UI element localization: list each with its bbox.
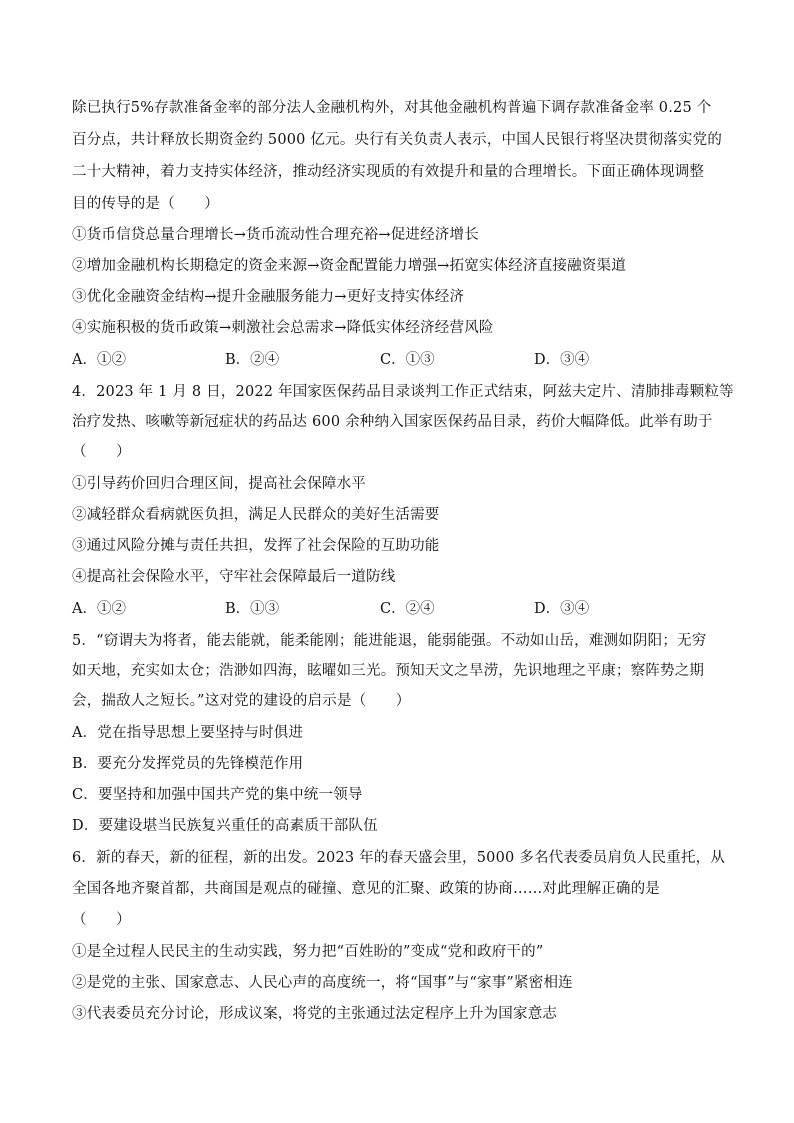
q3-item-4: ④实施积极的货币政策→刺激社会总需求→降低实体经济经营风险 (72, 320, 494, 336)
q5-choice-d: D．要建设堪当民族复兴重任的高素质干部队伍 (72, 818, 378, 834)
q4-item-4: ④提高社会保险水平，守牢社会保障最后一道防线 (72, 569, 396, 585)
q4-stem-line: （ ） (72, 444, 131, 460)
q4-stem-line: 治疗发热、咳嗽等新冠症状的药品达 600 余种纳入国家医保药品目录，药价大幅降低。此举有助于 (72, 414, 713, 430)
option-a: A．①② (72, 601, 126, 617)
q3-options (72, 350, 732, 370)
q3-item-2: ②增加金融机构长期稳定的资金来源→资金配置能力增强→拓宽实体经济直接融资渠道 (72, 258, 626, 274)
q6-item-2: ②是党的主张、国家意志、人民心声的高度统一，将“国事”与“家事”紧密相连 (72, 975, 573, 991)
q5-choice-b: B．要充分发挥党员的先锋模范作用 (72, 756, 304, 772)
q6-stem-line: 全国各地齐聚首都，共商国是观点的碰撞、意见的汇聚、政策的协商……对此理解正确的是 (72, 881, 660, 897)
q3-stem-line: 二十大精神，着力支持实体经济，推动经济实现质的有效提升和量的合理增长。下面正确体现调整 (72, 164, 705, 180)
q5-stem-line: 如天地，充实如太仓；浩渺如四海，眩曜如三光。预知天文之旱涝，先识地理之平康；察阵势之期 (72, 663, 705, 679)
q5-stem-line: 会，揣敌人之短长。”这对党的建设的启示是（ ） (72, 693, 411, 709)
option-a: A．①② (72, 352, 126, 368)
q3-stem-line: 除已执行5%存款准备金率的部分法人金融机构外，对其他金融机构普遍下调存款准备金率 0.25 个 (72, 100, 712, 116)
q5-choice-c: C．要坚持和加强中国共产党的集中统一领导 (72, 787, 363, 803)
q4-item-2: ②减轻群众看病就医负担，满足人民群众的美好生活需要 (72, 507, 440, 523)
q5-choice-a: A．党在指导思想上要坚持与时俱进 (72, 725, 304, 741)
q6-stem-line: 6．新的春天，新的征程，新的出发。2023 年的春天盛会里，5000 多名代表委员肩负人民重托，从 (72, 850, 726, 866)
q3-stem-line: 目的传导的是（ ） (72, 196, 219, 212)
option-b: B．②④ (225, 352, 280, 368)
q4-item-3: ③通过风险分摊与责任共担，发挥了社会保险的互助功能 (72, 538, 440, 554)
q6-item-1: ①是全过程人民民主的生动实践，努力把“百姓盼的”变成“党和政府干的” (72, 944, 544, 960)
q4-stem-line: 4．2023 年 1 月 8 日，2022 年国家医保药品目录谈判工作正式结束，阿兹夫定片、清肺排毒颗粒等 (72, 384, 734, 400)
q3-item-3: ③优化金融资金结构→提升金融服务能力→更好支持实体经济 (72, 289, 465, 305)
option-b: B．①③ (225, 601, 280, 617)
q3-stem-line: 百分点，共计释放长期资金约 5000 亿元。央行有关负责人表示，中国人民银行将坚决贯彻落实党的 (72, 132, 723, 148)
option-c: C．②④ (380, 601, 435, 617)
q3-item-1: ①货币信贷总量合理增长→货币流动性合理充裕→促进经济增长 (72, 227, 479, 243)
q6-stem-line: （ ） (72, 912, 131, 928)
q6-item-3: ③代表委员充分讨论，形成议案，将党的主张通过法定程序上升为国家意志 (72, 1006, 558, 1022)
option-c: C．①③ (380, 352, 435, 368)
q4-options (72, 599, 732, 619)
option-d: D．③④ (534, 352, 590, 368)
q4-item-1: ①引导药价回归合理区间，提高社会保障水平 (72, 476, 366, 492)
q5-stem-line: 5．“窃谓夫为将者，能去能就，能柔能刚；能进能退，能弱能强。不动如山岳，难测如阴阳；无穷 (72, 633, 707, 649)
option-d: D．③④ (534, 601, 590, 617)
